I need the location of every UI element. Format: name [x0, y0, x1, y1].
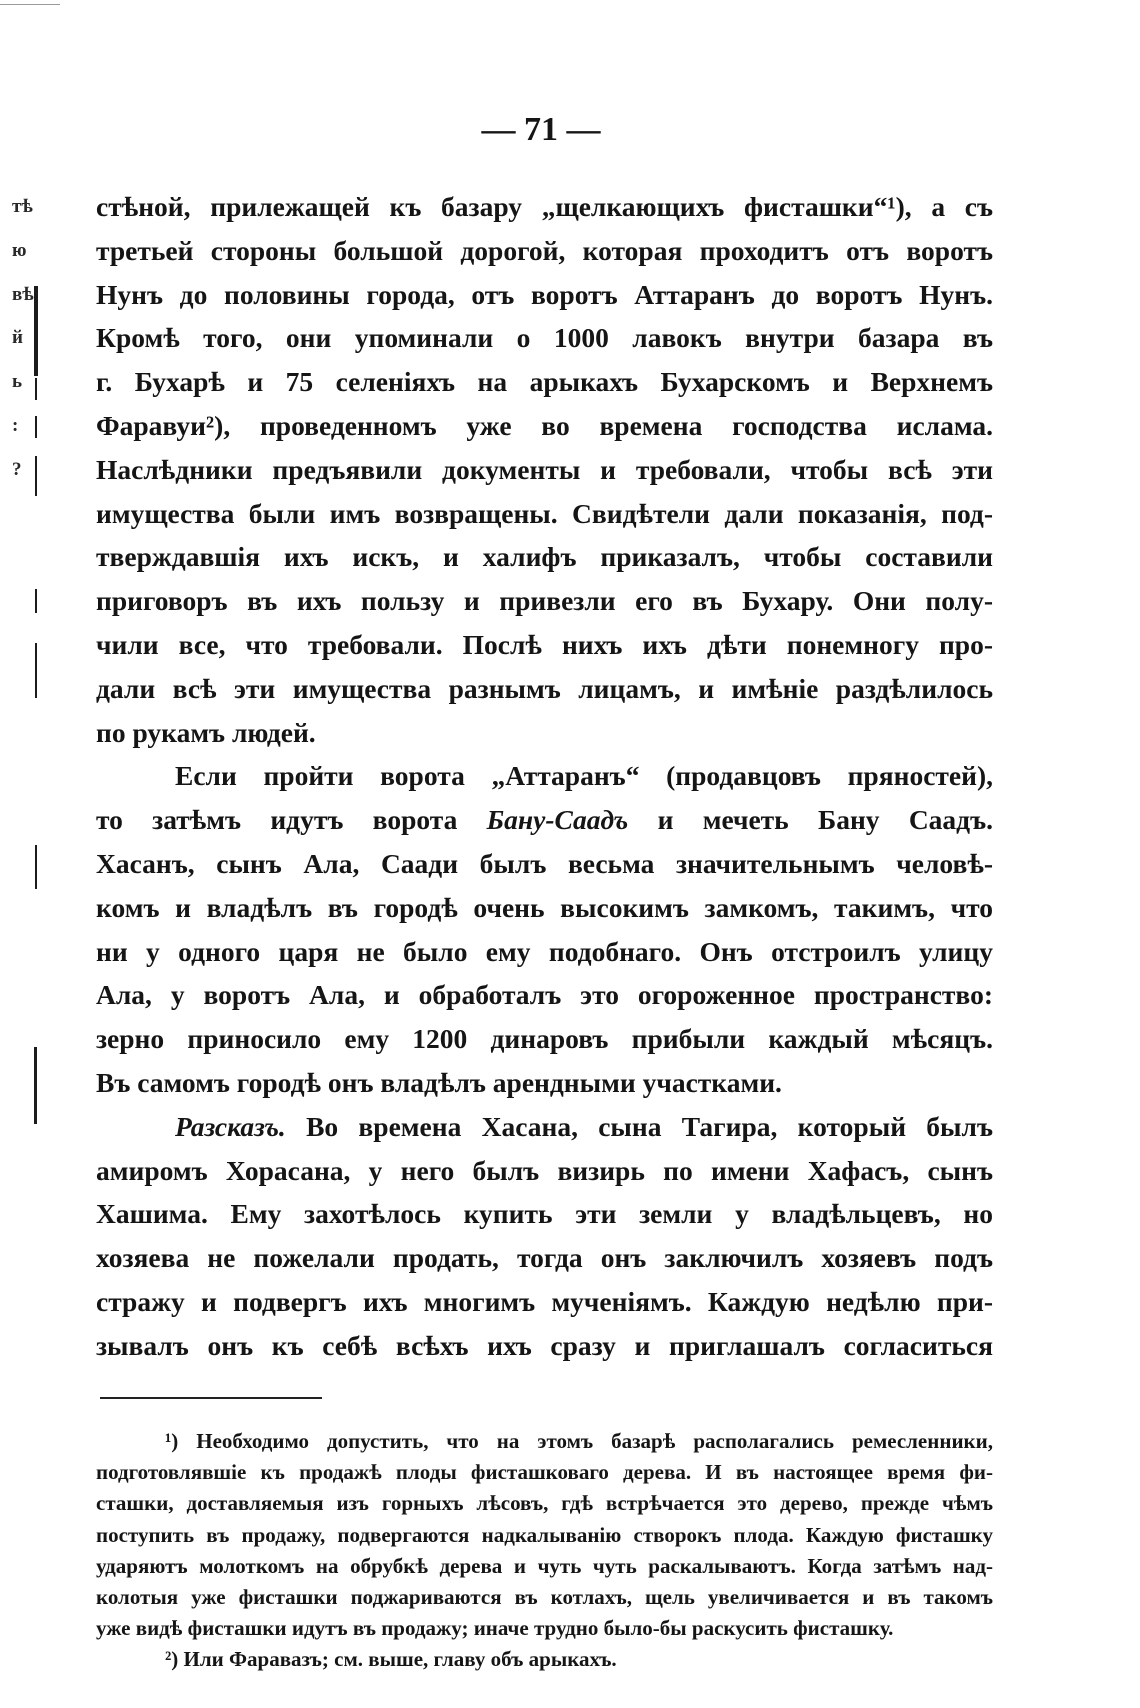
text-line — [96, 1324, 993, 1368]
line-text: поступить въ продажу, подвергаются надкалыванію створокъ плода. Каждую фисташку — [96, 1522, 993, 1547]
text-line — [96, 711, 993, 755]
text-line — [96, 1457, 993, 1488]
line-text: Хасанъ, сынъ Ала, Саади былъ весьма значительнымъ человѣ- — [96, 847, 993, 879]
text-line — [96, 492, 993, 536]
line-text: тверждавшія ихъ искъ, и халифъ приказалъ, чтобы составили — [96, 541, 993, 573]
paragraph — [96, 754, 993, 1104]
margin-fragment: вѣ — [12, 283, 34, 305]
margin-rule — [35, 416, 37, 438]
line-text: чили все, что требовали. Послѣ нихъ ихъ дѣти понемногу про- — [96, 628, 993, 660]
text-line — [96, 930, 993, 974]
margin-rule — [35, 643, 37, 698]
text-line — [96, 1061, 993, 1105]
line-text: по рукамъ людей. — [96, 716, 316, 748]
text-line — [96, 316, 993, 360]
text-line — [96, 1426, 993, 1457]
text-line — [96, 798, 993, 842]
line-text: Кромѣ того, они упоминали о 1000 лавокъ внутри базара въ — [96, 322, 993, 354]
text-line — [96, 229, 993, 273]
line-text: дали всѣ эти имущества разнымъ лицамъ, и имѣніе раздѣлилось — [96, 672, 993, 704]
margin-fragment: ? — [12, 458, 22, 480]
line-text: ¹) Необходимо допустить, что на этомъ базарѣ располагались ремесленники, — [165, 1429, 993, 1453]
footnote-divider — [100, 1397, 322, 1399]
text-line — [96, 1236, 993, 1280]
line-text: уже видѣ фисташки идутъ въ продажу; иначе трудно было-бы раскусить фисташку. — [96, 1616, 894, 1641]
line-text: Въ самомъ городѣ онъ владѣлъ арендными участками. — [96, 1066, 782, 1098]
text-line — [96, 667, 993, 711]
text-line — [96, 1105, 993, 1149]
margin-rule — [34, 286, 38, 376]
line-text: зывалъ онъ къ себѣ всѣхъ ихъ сразу и приглашалъ согласиться — [96, 1329, 993, 1361]
paragraph — [96, 185, 993, 754]
text-line — [96, 623, 993, 667]
text-line — [96, 185, 993, 229]
text-line — [96, 273, 993, 317]
line-text: и мечеть Бану Саадъ. — [628, 804, 993, 836]
text-line — [96, 404, 993, 448]
line-text: стѣной, прилежащей къ базару „щелкающихъ фисташки“¹), а съ — [96, 191, 993, 222]
facing-page-margin — [12, 185, 34, 492]
line-text: то затѣмъ идутъ ворота — [96, 804, 487, 836]
scan-edge-line — [0, 4, 60, 5]
text-line — [96, 1613, 993, 1644]
line-text: Во времена Хасана, сына Тагира, который былъ — [285, 1110, 993, 1142]
margin-fragment: : — [12, 414, 19, 436]
line-text: зерно приносило ему 1200 динаровъ прибыли каждый мѣсяцъ. — [96, 1023, 993, 1055]
line-text: г. Бухарѣ и 75 селеніяхъ на арыкахъ Бухарскомъ и Верхнемъ — [96, 366, 993, 398]
line-text: сташки, доставляемыя изъ горныхъ лѣсовъ, гдѣ встрѣчается это дерево, прежде чѣмъ — [96, 1491, 993, 1516]
margin-rule — [34, 1047, 37, 1124]
text-line — [96, 360, 993, 404]
line-text: ни у одного царя не было ему подобнаго. Онъ отстроилъ улицу — [96, 935, 993, 967]
line-text: Если пройти ворота „Аттаранъ“ (продавцовъ пряностей), — [175, 760, 993, 792]
text-line — [96, 1582, 993, 1613]
line-text: Нунъ до половины города, отъ воротъ Аттаранъ до воротъ Нунъ. — [96, 278, 993, 310]
text-line — [96, 1017, 993, 1061]
text-line — [96, 535, 993, 579]
line-text: Наслѣдники предъявили документы и требовали, чтобы всѣ эти — [96, 453, 993, 485]
text-line — [96, 1149, 993, 1193]
line-text: комъ и владѣлъ въ городѣ очень высокимъ замкомъ, такимъ, что — [96, 891, 993, 923]
text-line — [96, 1192, 993, 1236]
text-line — [96, 1551, 993, 1582]
margin-rule — [35, 378, 37, 400]
margin-rule — [35, 456, 37, 496]
line-text: третьей стороны большой дорогой, которая проходитъ отъ воротъ — [96, 234, 993, 266]
line-text: подготовлявшіе къ продажѣ плоды фисташковаго дерева. И въ настоящее время фи- — [96, 1460, 993, 1485]
line-text: Хашима. Ему захотѣлось купить эти земли у владѣльцевъ, но — [96, 1198, 993, 1230]
text-line — [96, 886, 993, 930]
line-text: колотыя уже фисташки поджариваются въ котлахъ, щель увеличивается и въ такомъ — [96, 1584, 993, 1609]
text-line — [96, 1488, 993, 1519]
text-line — [96, 754, 993, 798]
footnote — [96, 1426, 993, 1644]
margin-fragment: й — [12, 327, 23, 349]
line-text: амиромъ Хорасана, у него былъ визирь по имени Хафасъ, сынъ — [96, 1154, 993, 1186]
italic-text: Бану-Саадъ — [486, 804, 629, 836]
margin-fragment: ь — [12, 371, 23, 393]
page-number: — 71 — — [481, 111, 601, 148]
text-line — [96, 1520, 993, 1551]
line-text: хозяева не пожелали продать, тогда онъ заключилъ хозяевъ подъ — [96, 1242, 993, 1274]
line-text: ударяютъ молоткомъ на обрубкѣ дерева и чуть чуть раскалываютъ. Когда затѣмъ над- — [96, 1553, 993, 1578]
text-line — [96, 973, 993, 1017]
margin-fragment: тѣ — [12, 196, 33, 217]
margin-rule — [35, 589, 37, 613]
line-text: Ала, у воротъ Ала, и обработалъ это огороженное пространство: — [96, 979, 993, 1011]
margin-fragment: ю — [12, 239, 27, 261]
footnotes — [96, 1426, 993, 1676]
text-line — [96, 448, 993, 492]
italic-text: Разсказъ. — [175, 1110, 286, 1142]
footnote — [96, 1644, 993, 1675]
line-text: приговоръ въ ихъ пользу и привезли его въ Бухару. Они полу- — [96, 585, 993, 617]
line-text: стражу и подвергъ ихъ многимъ мученіямъ. Каждую недѣлю при- — [96, 1285, 993, 1317]
line-text: имущества были имъ возвращены. Свидѣтели дали показанія, под- — [96, 497, 993, 529]
text-line — [96, 1280, 993, 1324]
line-text: Фаравуи²), проведенномъ уже во времена господства ислама. — [96, 409, 993, 441]
main-text — [96, 185, 993, 1368]
text-line — [96, 1644, 993, 1675]
paragraph — [96, 1105, 993, 1368]
text-line — [96, 842, 993, 886]
margin-rule — [35, 845, 37, 889]
text-line — [96, 579, 993, 623]
line-text: ²) Или Фаравазъ; см. выше, главу объ арыкахъ. — [165, 1647, 617, 1672]
